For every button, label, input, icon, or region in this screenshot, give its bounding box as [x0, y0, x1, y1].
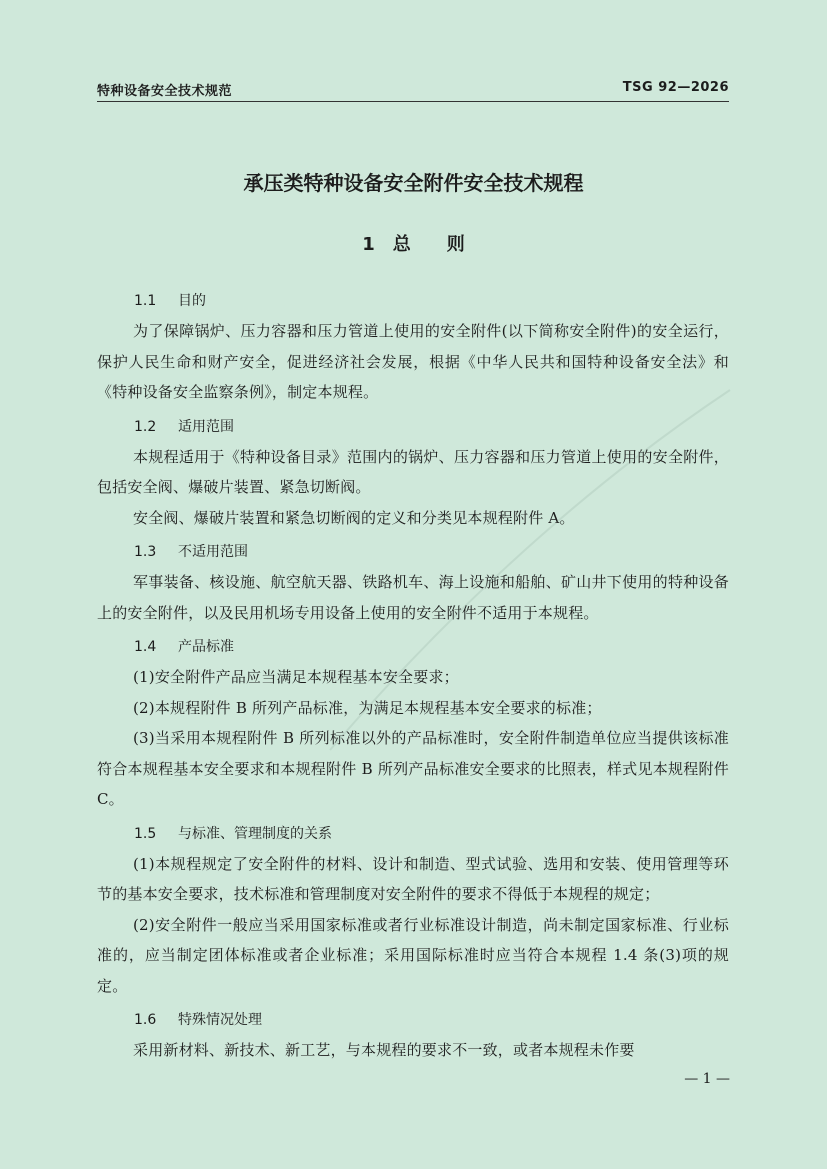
section-heading — [97, 1005, 729, 1035]
document-title: 承压类特种设备安全附件安全技术规程 — [243, 171, 584, 195]
paragraph: (2)本规程附件 B 所列产品标准，为满足本规程基本安全要求的标准； — [133, 698, 602, 717]
section-number: 1.2 — [134, 418, 157, 435]
paragraph: 军事装备、核设施、航空航天器、铁路机车、海上设施和船舶、矿山井下使用的特种设备上的安全附件，以及民用机场专用设备上使用的安全附件不适用于本规程。 — [97, 573, 729, 622]
section-title: 适用范围 — [178, 418, 234, 435]
section-heading — [97, 412, 729, 442]
page-number: — 1 — — [684, 1071, 730, 1087]
section-heading — [97, 632, 729, 662]
paragraph: (1)本规程规定了安全附件的材料、设计和制造、型式试验、选用和安装、使用管理等环节的基本安全要求，技术标准和管理制度对安全附件的要求不得低于本规程的规定； — [97, 854, 729, 903]
section-number: 1.3 — [134, 544, 157, 560]
section-number: 1.5 — [134, 825, 157, 842]
paragraph: (1)安全附件产品应当满足本规程基本安全要求； — [133, 668, 459, 686]
section-number: 1.1 — [134, 293, 157, 309]
chapter-heading — [0, 230, 827, 256]
running-header-right: TSG 92—2026 — [622, 80, 729, 95]
section-heading — [97, 537, 729, 567]
section-number: 1.6 — [134, 1012, 157, 1028]
chapter-title-part-2: 则 — [446, 234, 465, 255]
paragraph: 为了保障锅炉、压力容器和压力管道上使用的安全附件(以下简称安全附件)的安全运行，保护人民生命和财产安全，促进经济社会发展，根据《中华人民共和国特种设备安全法》和《特种设备安全监察条例》，制定本规程。 — [97, 322, 729, 401]
paragraph: 本规程适用于《特种设备目录》范围内的锅炉、压力容器和压力管道上使用的安全附件，包括安全阀、爆破片装置、紧急切断阀。 — [97, 447, 729, 496]
section-title: 特殊情况处理 — [178, 1012, 262, 1028]
section-heading — [97, 286, 729, 316]
section-heading — [97, 819, 729, 849]
running-header-left: 特种设备安全技术规范 — [97, 84, 233, 99]
section-title: 产品标准 — [178, 639, 234, 655]
paragraph: (2)安全附件一般应当采用国家标准或者行业标准设计制造，尚未制定国家标准、行业标准的，应当制定团体标准或者企业标准；采用国际标准时应当符合本规程 1.4 条(3)项的规定。 — [97, 915, 729, 995]
section-title: 不适用范围 — [178, 544, 248, 560]
body-content — [97, 282, 729, 1066]
paragraph: 安全阀、爆破片装置和紧急切断阀的定义和分类见本规程附件 A。 — [133, 508, 575, 527]
section-number: 1.4 — [134, 639, 157, 655]
section-title: 目的 — [178, 293, 206, 309]
chapter-number: 1 — [362, 234, 375, 255]
chapter-title-part-1: 总 — [392, 234, 411, 255]
header-rule — [97, 101, 729, 102]
paragraph: (3)当采用本规程附件 B 所列标准以外的产品标准时，安全附件制造单位应当提供该标准符合本规程基本安全要求和本规程附件 B 所列产品标准安全要求的比照表，样式见本规程附件 C。 — [97, 729, 729, 808]
paragraph: 采用新材料、新技术、新工艺，与本规程的要求不一致，或者本规程未作要 — [133, 1041, 635, 1059]
section-title: 与标准、管理制度的关系 — [178, 825, 332, 842]
